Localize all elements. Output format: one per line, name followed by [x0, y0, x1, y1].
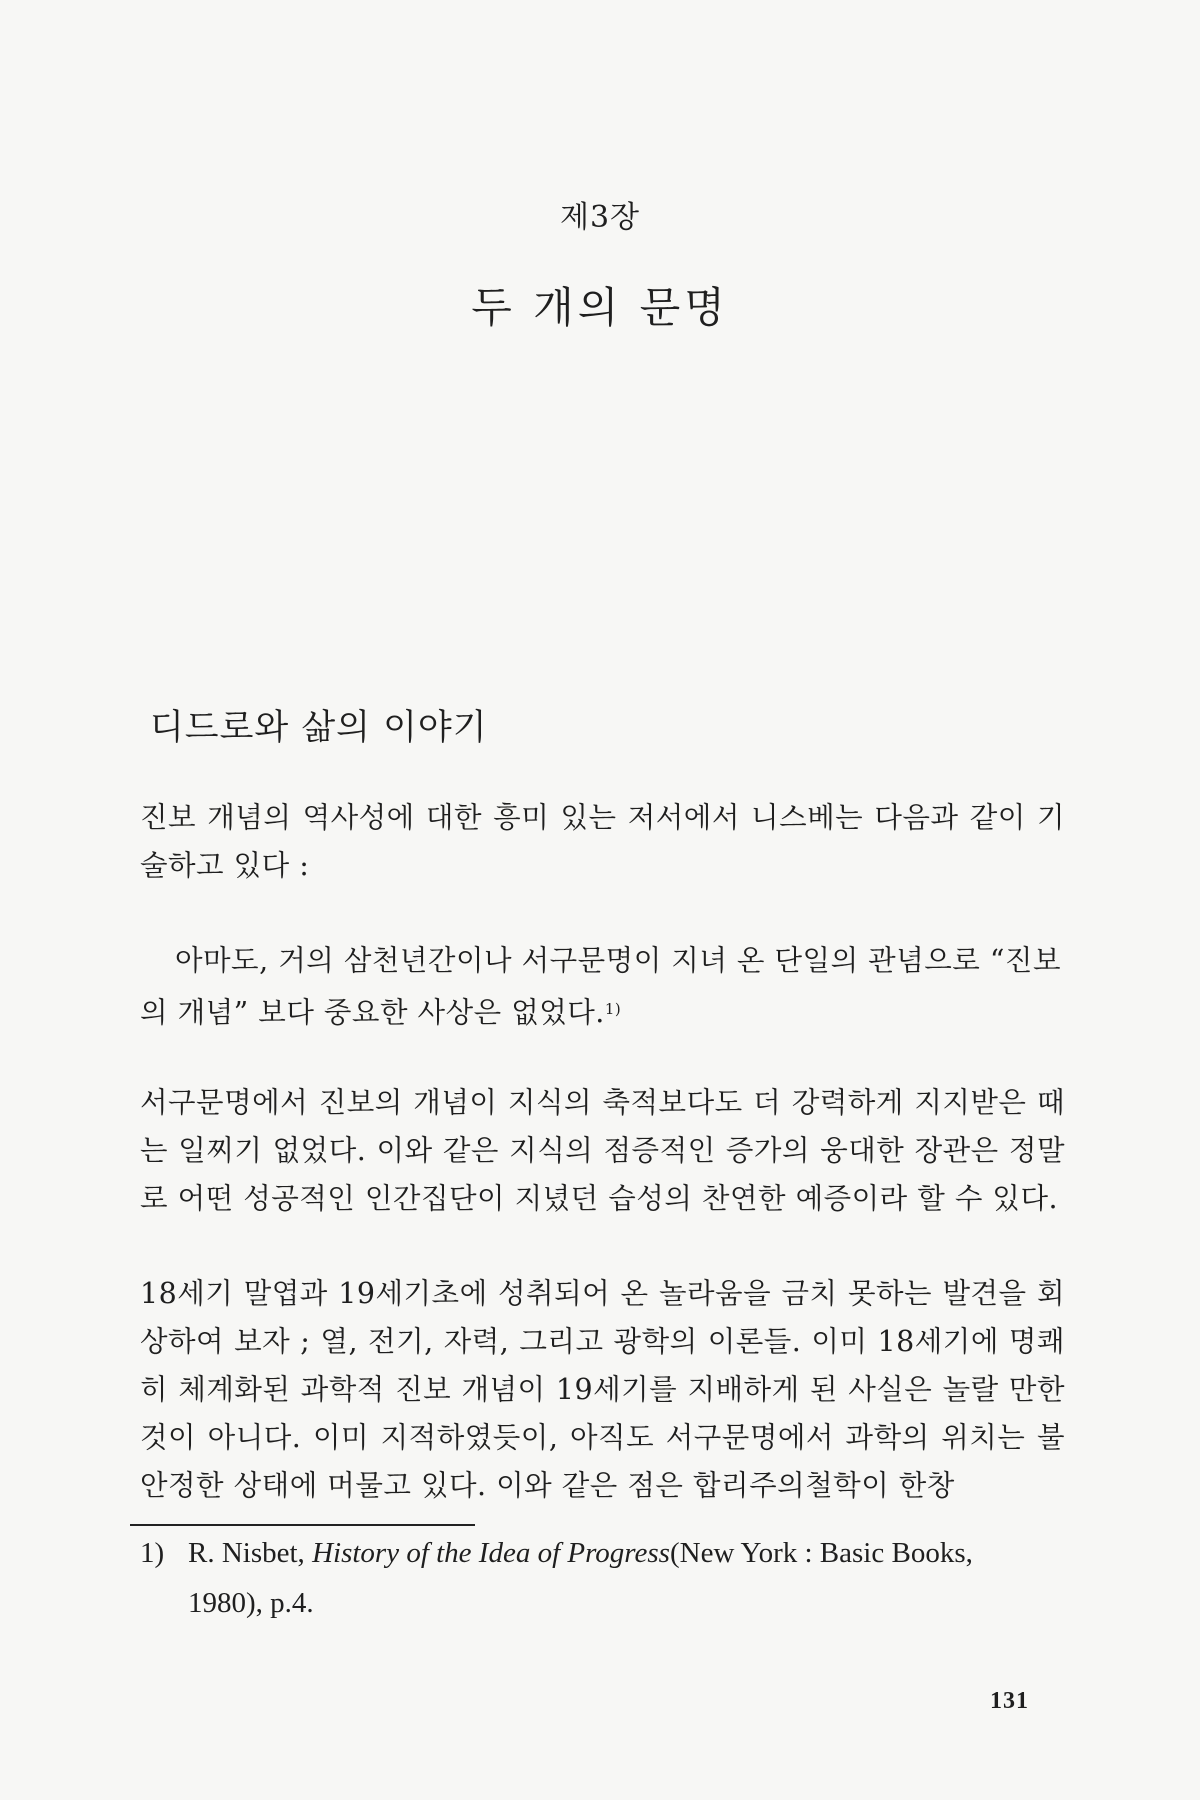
footnote-publisher: (New York : Basic Books,: [669, 1537, 973, 1569]
paragraph-intro: 진보 개념의 역사성에 대한 흥미 있는 저서에서 니스베는 다음과 같이 기술하고 있다 :: [140, 801, 1065, 882]
quote-footnote-ref: 1): [604, 1000, 622, 1018]
chapter-label: 제3장: [559, 200, 641, 235]
footnote: [140, 1528, 1070, 1628]
footnote-title: History of the Idea of Progress: [312, 1537, 670, 1569]
footnote-author: R. Nisbet,: [188, 1537, 305, 1569]
footnote-divider: [130, 1524, 475, 1526]
footnote-marker: 1): [140, 1537, 165, 1569]
paragraph-knowledge: 서구문명에서 진보의 개념이 지식의 축적보다도 더 강력하게 지지받은 때는 일찌기 없었다. 이와 같은 지식의 점증적인 증가의 웅대한 장관은 정말로 어떤 성공적인 인간집단이 지녔던 습성의 찬연한 예증이라 할 수 있다.: [140, 1086, 1065, 1215]
footnote-year-page: 1980), p.4.: [188, 1587, 314, 1619]
paragraph-discoveries: 18세기 말엽과 19세기초에 성취되어 온 놀라움을 금치 못하는 발견을 회상하여 보자 ; 열, 전기, 자력, 그리고 광학의 이론들. 이미 18세기에 명쾌히 체계화된 과학적 진보 개념이 19세기를 지배하게 된 사실은 놀랄 만한 것이 아니다. 이미 지적하였듯이, 아직도 서구문명에서 과학의 위치는 불안정한 상태에 머물고 있다. 이와 같은 점은 합리주의철학이 한창: [140, 1277, 1065, 1502]
quote-text: 아마도, 거의 삼천년간이나 서구문명이 지녀 온 단일의 관념으로 “진보의 개념” 보다 중요한 사상은 없었다.: [140, 944, 1061, 1029]
chapter-title: 두 개의 문명: [471, 283, 729, 332]
block-quote: [140, 935, 1065, 1039]
page-number: 131: [990, 1688, 1029, 1714]
section-heading: 디드로와 삶의 이야기: [150, 708, 488, 748]
